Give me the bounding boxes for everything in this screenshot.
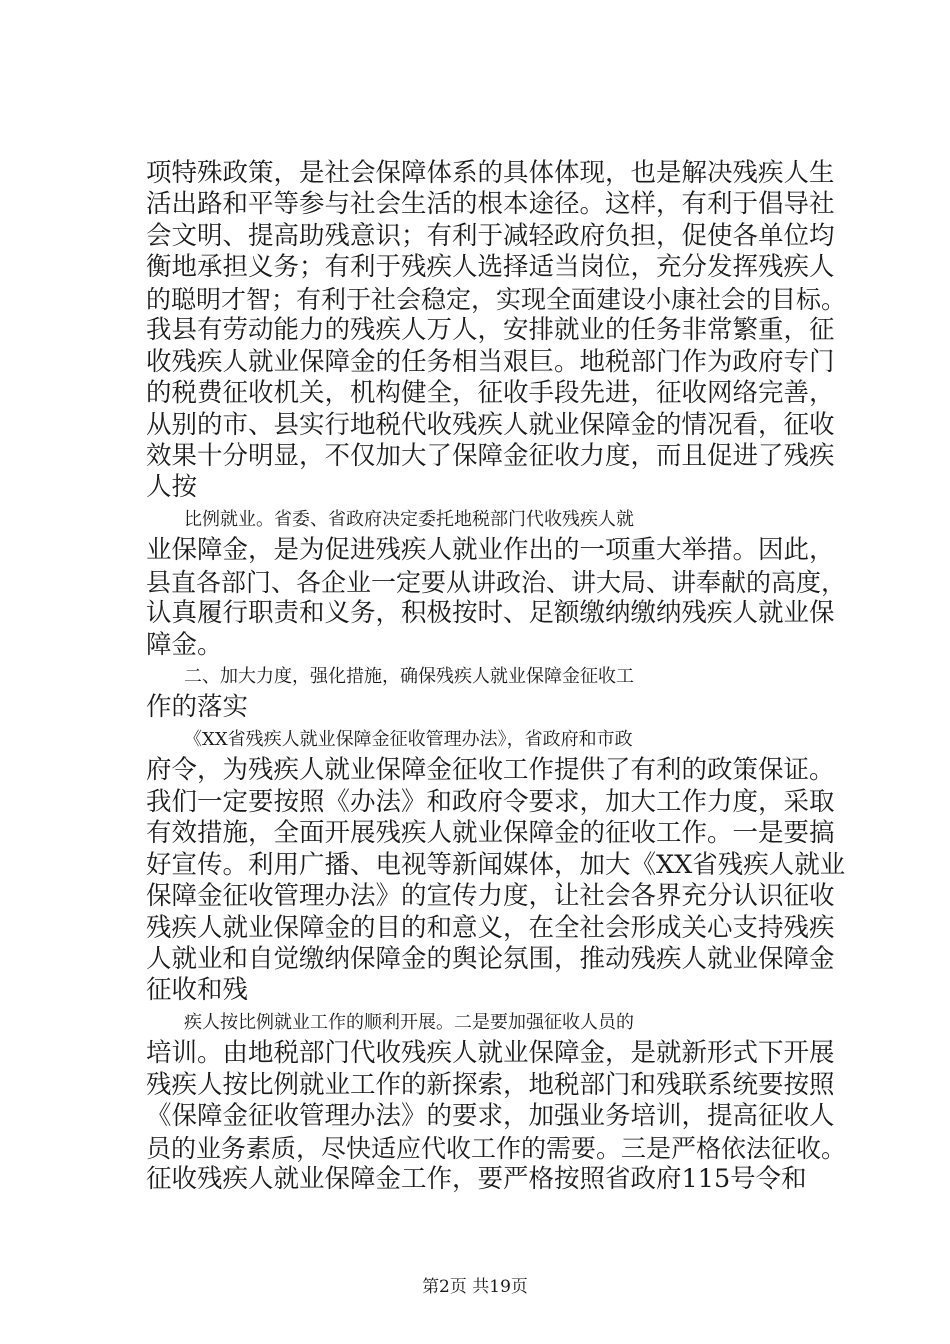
body-line: 的税费征收机关，机构健全，征收手段先进，征收网络完善，: [146, 378, 835, 409]
body-line: 员的业务素质，尽快适应代收工作的需要。三是严格依法征收。: [146, 1133, 847, 1163]
body-line: 《保障金征收管理办法》的要求，加强业务培训，提高征收人: [146, 1101, 835, 1132]
body-line: 比例就业。省委、省政府决定委托地税部门代收残疾人就: [184, 508, 634, 530]
body-line: 项特殊政策，是社会保障体系的具体体现，也是解决残疾人生: [146, 158, 835, 188]
body-line: 征收残疾人就业保障金工作，要严格按照省政府115号令和: [146, 1164, 807, 1194]
body-line: 残疾人按比例就业工作的新探索，地税部门和残联系统要按照: [146, 1069, 835, 1100]
body-line: 残疾人就业保障金的目的和意义，在全社会形成关心支持残疾: [146, 912, 835, 943]
body-line: 人按: [146, 472, 198, 503]
body-line: 效果十分明显，不仅加大了保障金征收力度，而且促进了残疾: [146, 440, 835, 471]
body-line: 我们一定要按照《办法》和政府令要求，加大工作力度，采取: [146, 786, 835, 817]
document-body: [146, 158, 846, 1195]
body-line: 疾人按比例就业工作的顺利开展。二是要加强征收人员的: [184, 1011, 634, 1033]
body-line: 业保障金，是为促进残疾人就业作出的一项重大举措。因此，: [146, 535, 835, 566]
body-line: 《XX省残疾人就业保障金征收管理办法》，省政府和市政: [184, 728, 633, 750]
body-line: 活出路和平等参与社会生活的根本途径。这样，有利于倡导社: [146, 189, 835, 220]
body-line: 县直各部门、各企业一定要从讲政治、讲大局、讲奉献的高度，: [146, 567, 847, 597]
page-footer: 第2页 共19页: [422, 1277, 528, 1297]
body-line: 人就业和自觉缴纳保障金的舆论氛围，推动残疾人就业保障金: [146, 943, 835, 974]
body-line: 保障金征收管理办法》的宣传力度，让社会各界充分认识征收: [146, 881, 835, 912]
body-line: 会文明、提高助残意识；有利于减轻政府负担，促使各单位均: [146, 220, 835, 251]
body-line: 从别的市、县实行地税代收残疾人就业保障金的情况看，征收: [146, 409, 835, 440]
body-line: 作的落实: [146, 692, 249, 723]
body-line: 好宣传。利用广播、电视等新闻媒体，加大《XX省残疾人就业: [146, 849, 846, 880]
body-line: 收残疾人就业保障金的任务相当艰巨。地税部门作为政府专门: [146, 346, 835, 377]
body-line: 有效措施，全面开展残疾人就业保障金的征收工作。一是要搞: [146, 818, 835, 849]
body-line: 征收和残: [146, 975, 249, 1006]
body-line: 我县有劳动能力的残疾人万人，安排就业的任务非常繁重，征: [146, 315, 835, 346]
body-line: 培训。由地税部门代收残疾人就业保障金，是就新形式下开展: [146, 1038, 835, 1069]
body-line: 认真履行职责和义务，积极按时、足额缴纳缴纳残疾人就业保: [146, 598, 835, 629]
body-line: 障金。: [146, 629, 223, 660]
body-line: 的聪明才智；有利于社会稳定，实现全面建设小康社会的目标。: [146, 284, 847, 314]
body-line: 二、加大力度，强化措施，确保残疾人就业保障金征收工: [184, 666, 634, 687]
body-line: 府令，为残疾人就业保障金征收工作提供了有利的政策保证。: [146, 755, 835, 786]
body-line: 衡地承担义务；有利于残疾人选择适当岗位，充分发挥残疾人: [146, 252, 835, 283]
